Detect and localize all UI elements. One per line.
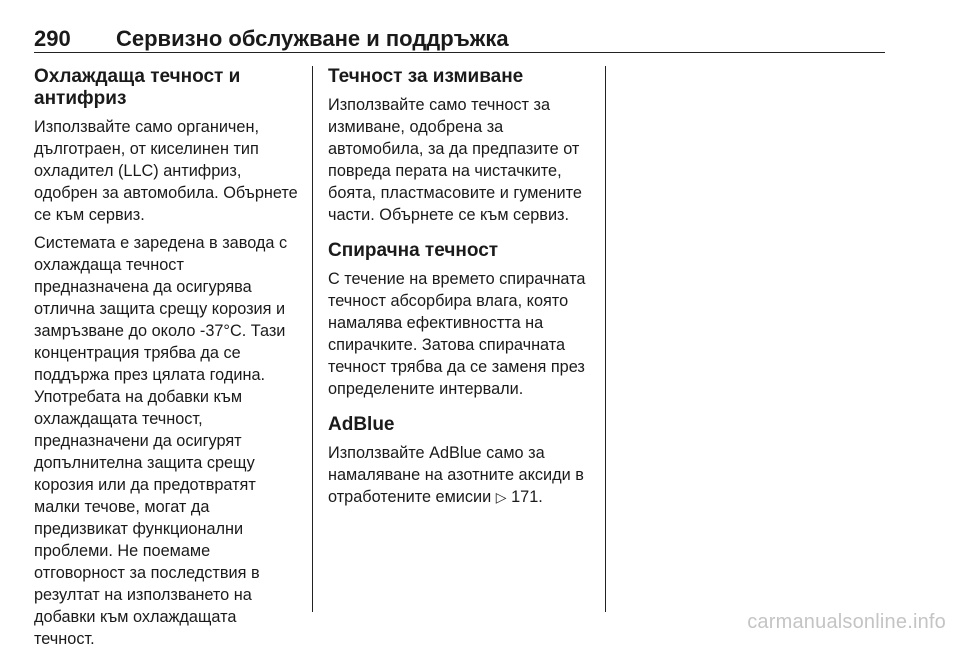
column-left	[34, 66, 300, 656]
coolant-paragraph-1: Използвайте само органичен, дълготраен, от киселинен тип охладител (LLC) антифриз, одобрен за автомобила. Обърнете се към сервиз.	[34, 118, 298, 224]
brake-fluid-text: С течение на времето спирачната течност абсорбира влага, която намалява ефективността на спирачките. Затова спирачната течност трябва да се заменя през определените интервали.	[328, 270, 586, 398]
washer-fluid-text: Използвайте само течност за измиване, одобрена за автомобила, за да предпазите от повреда перата на чистачките, боята, пластмасовите и гумените части. Обърнете се към сервиз.	[328, 96, 582, 224]
page-header	[34, 26, 885, 53]
coolant-heading: Охлаждаща течност и антифриз	[34, 66, 241, 109]
page-reference-icon: ▷	[495, 489, 507, 505]
column-middle	[328, 66, 594, 514]
coolant-paragraph-2: Системата е заредена в завода с охлаждаща течност предназначена да осигурява отлична защита срещу корозия и замръзване до около -37°C. Тази концентрация трябва да се поддържа през цялата година. Употребата на добавки към охлаждащата течност, предназначени да осигурят допълнителна защита срещу корозия или да предотвратят малки течове, могат да предизвикат функционални проблеми. Не поемаме отговорност за последствия в резултат на използването на добавки към охлаждащата течност.	[34, 234, 288, 648]
adblue-text-body: Използвайте AdBlue само за намаляване на азотните аксиди в отработените емисии	[328, 444, 584, 506]
column-divider-right	[605, 66, 606, 612]
adblue-text	[328, 442, 594, 508]
watermark: carmanualsonline.info	[747, 611, 946, 633]
washer-fluid-heading: Течност за измиване	[328, 66, 524, 87]
adblue-heading: AdBlue	[328, 414, 395, 435]
brake-fluid-heading: Спирачна течност	[328, 240, 499, 261]
page-number: 290	[34, 26, 71, 51]
adblue-page-ref[interactable]: 171.	[511, 488, 543, 506]
page-title: Сервизно обслужване и поддръжка	[116, 26, 509, 51]
column-divider-left	[312, 66, 313, 612]
